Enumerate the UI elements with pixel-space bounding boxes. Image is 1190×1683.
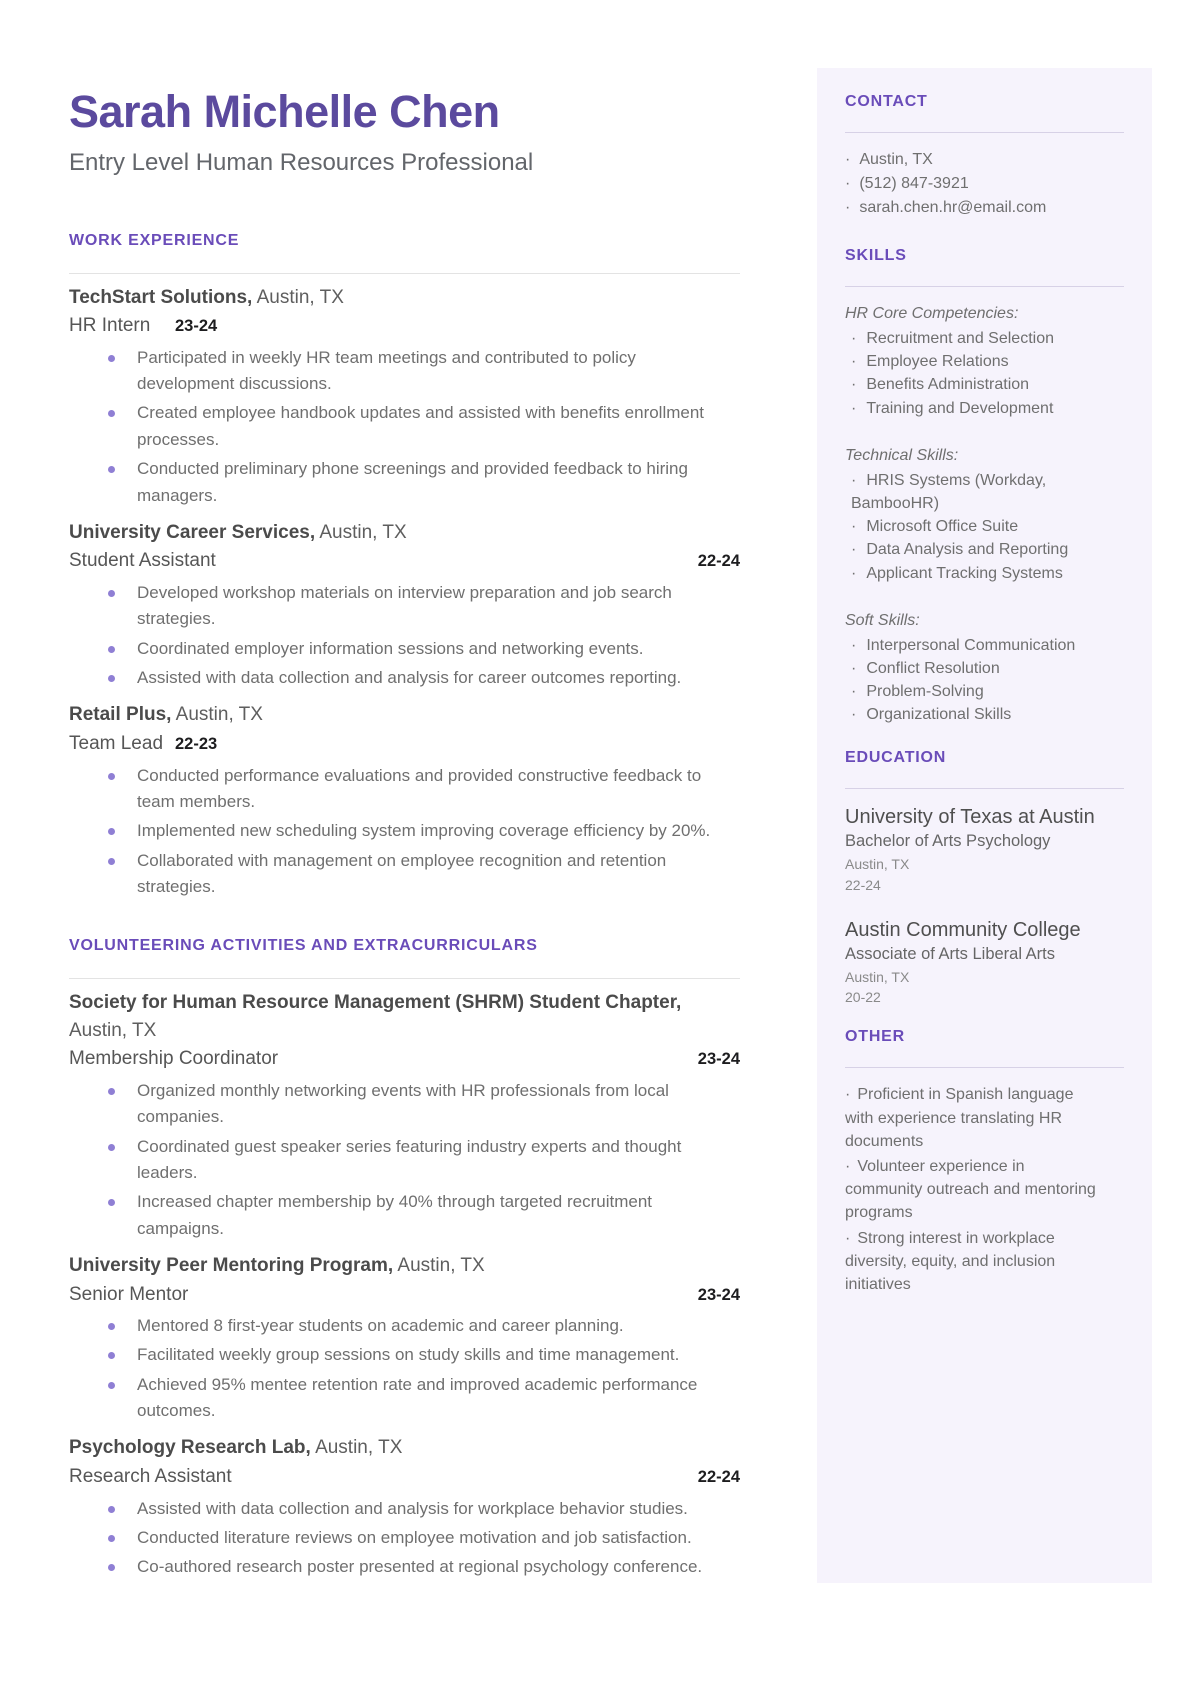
job-company-line <box>69 989 740 1044</box>
bullet-item: Assisted with data collection and analysis for workplace behavior studies. <box>69 1496 729 1522</box>
job-company: Psychology Research Lab, <box>69 1437 311 1459</box>
sidebar-list-item: · Volunteer experience in community outreach and mentoring programs <box>845 1155 1097 1225</box>
bullet-item: Mentored 8 first-year students on academic and career planning. <box>69 1313 729 1339</box>
sidebar-divider <box>845 788 1124 789</box>
sidebar-divider <box>845 132 1124 133</box>
sidebar-list-item: · Employee Relations <box>845 350 1097 373</box>
job-bullets <box>69 580 729 691</box>
bullet-item: Organized monthly networking events with HR professionals from local companies. <box>69 1078 729 1131</box>
sidebar-list-item: · Organizational Skills <box>845 703 1097 726</box>
bullet-item: Coordinated guest speaker series featuring industry experts and thought leaders. <box>69 1134 729 1187</box>
sidebar-list-item: · Data Analysis and Reporting <box>845 538 1097 561</box>
bullet-item: Increased chapter membership by 40% through targeted recruitment campaigns. <box>69 1189 729 1242</box>
bullet-item: Collaborated with management on employee recognition and retention strategies. <box>69 848 729 901</box>
job-title: Student Assistant <box>69 550 216 572</box>
job-entry <box>69 519 740 692</box>
job-title-row <box>69 1046 740 1073</box>
sidebar-list-item: · Interpersonal Communication <box>845 634 1097 657</box>
job-dates: 23-24 <box>175 317 218 336</box>
job-entry <box>69 284 740 509</box>
job-title-row <box>69 1464 740 1491</box>
sidebar-list-item: · Training and Development <box>845 397 1097 420</box>
bullet-item: Created employee handbook updates and assisted with benefits enrollment processes. <box>69 400 729 453</box>
skill-group-label: HR Core Competencies: <box>845 305 1019 322</box>
bullet-item: Facilitated weekly group sessions on study skills and time management. <box>69 1342 729 1368</box>
job-dates: 22-24 <box>697 1468 740 1487</box>
skill-group-items <box>845 327 1097 420</box>
job-dates: 22-23 <box>175 734 218 753</box>
job-location: Austin, TX <box>319 521 407 543</box>
job-title: Membership Coordinator <box>69 1048 279 1070</box>
job-bullets <box>69 1078 729 1242</box>
sidebar-skills-section <box>845 248 1124 726</box>
sidebar-list-item: · Proficient in Spanish language with experience translating HR documents <box>845 1083 1097 1153</box>
skill-group-items <box>845 469 1097 585</box>
sidebar-list-item: · Strong interest in workplace diversity, equity, and inclusion initiatives <box>845 1227 1097 1297</box>
bullet-item: Assisted with data collection and analysis for career outcomes reporting. <box>69 665 729 691</box>
job-company: Retail Plus, <box>69 704 172 726</box>
job-location: Austin, TX <box>315 1437 403 1459</box>
sidebar-divider <box>845 286 1124 287</box>
person-name: Sarah Michelle Chen <box>69 86 500 137</box>
school-name: University of Texas at Austin <box>845 806 1095 829</box>
volunteering-jobs <box>69 989 740 1580</box>
job-location: Austin, TX <box>397 1254 485 1276</box>
sidebar-list-item: · Problem-Solving <box>845 680 1097 703</box>
bullet-item: Coordinated employer information sessions and networking events. <box>69 636 729 662</box>
bullet-item: Participated in weekly HR team meetings and contributed to policy development discussions. <box>69 345 729 398</box>
main-column <box>69 0 740 1587</box>
bullet-item: Implemented new scheduling system improving coverage efficiency by 20%. <box>69 818 729 844</box>
job-title: Senior Mentor <box>69 1283 189 1305</box>
job-company-line <box>69 1434 740 1462</box>
section-volunteering <box>69 938 740 1580</box>
job-location: Austin, TX <box>256 286 344 308</box>
work-experience-heading: WORK EXPERIENCE <box>69 231 240 249</box>
contact-list <box>845 148 1124 220</box>
sidebar-other-section <box>845 1029 1124 1296</box>
skill-group-label: Soft Skills: <box>845 611 920 629</box>
sidebar-list-item: · (512) 847-3921 <box>845 172 1124 196</box>
other-list <box>845 1083 1097 1296</box>
bullet-item: Developed workshop materials on interview preparation and job search strategies. <box>69 580 729 633</box>
sidebar-list-item: · Recruitment and Selection <box>845 327 1097 350</box>
job-bullets <box>69 345 729 509</box>
degree-name: Bachelor of Arts Psychology <box>845 832 1051 851</box>
section-divider <box>69 978 740 979</box>
skills-groups <box>845 302 1124 726</box>
job-dates: 23-24 <box>697 1285 740 1304</box>
job-title-row <box>69 1282 740 1309</box>
sidebar-list-item: · Conflict Resolution <box>845 657 1097 680</box>
job-company: University Career Services, <box>69 521 316 543</box>
job-bullets <box>69 1496 729 1581</box>
bullet-item: Conducted preliminary phone screenings and provided feedback to hiring managers. <box>69 456 729 509</box>
education-heading: EDUCATION <box>845 749 947 767</box>
job-entry <box>69 1252 740 1425</box>
skill-group-label: Technical Skills: <box>845 446 959 464</box>
job-company-line <box>69 1252 740 1280</box>
job-dates: 22-24 <box>697 552 740 571</box>
job-entry <box>69 701 740 900</box>
sidebar-divider <box>845 1067 1124 1068</box>
job-title: HR Intern <box>69 315 151 337</box>
job-bullets <box>69 763 729 901</box>
school-dates: 22-24 <box>845 876 881 893</box>
sidebar-education-section <box>845 750 1124 1007</box>
job-title-row <box>69 731 740 758</box>
education-entry <box>845 804 1115 895</box>
sidebar-list-item: · Microsoft Office Suite <box>845 515 1097 538</box>
work-experience-jobs <box>69 284 740 901</box>
skill-group <box>845 444 1124 585</box>
person-headline: Entry Level Human Resources Professional <box>69 149 534 177</box>
job-company: Society for Human Resource Management (SHRM) Student Chapter, <box>69 992 682 1014</box>
other-heading: OTHER <box>845 1028 905 1046</box>
job-title: Team Lead <box>69 732 164 754</box>
job-company-line <box>69 519 740 547</box>
sidebar-list-item: · sarah.chen.hr@email.com <box>845 196 1124 220</box>
job-title-row <box>69 548 740 575</box>
section-divider <box>69 273 740 274</box>
sidebar-list-item: · HRIS Systems (Workday, BambooHR) <box>845 469 1097 515</box>
school-dates: 20-22 <box>845 989 881 1006</box>
education-entry <box>845 917 1115 1008</box>
bullet-item: Achieved 95% mentee retention rate and improved academic performance outcomes. <box>69 1372 729 1425</box>
job-company-line <box>69 701 740 729</box>
degree-name: Associate of Arts Liberal Arts <box>845 944 1056 963</box>
job-title-row <box>69 313 740 340</box>
job-company: University Peer Mentoring Program, <box>69 1254 394 1276</box>
school-location: Austin, TX <box>845 856 910 873</box>
contact-heading: CONTACT <box>845 93 928 110</box>
sidebar-list-item: · Austin, TX <box>845 148 1124 172</box>
sidebar-list-item: · Applicant Tracking Systems <box>845 562 1097 585</box>
sidebar-list-item: · Benefits Administration <box>845 373 1097 396</box>
sidebar-contact-section <box>845 94 1124 220</box>
skills-heading: SKILLS <box>845 247 907 264</box>
job-entry <box>69 1434 740 1580</box>
job-bullets <box>69 1313 729 1424</box>
job-location: Austin, TX <box>69 1019 157 1041</box>
sidebar-panel <box>817 68 1152 1583</box>
school-name: Austin Community College <box>845 918 1081 941</box>
job-title: Research Assistant <box>69 1466 232 1488</box>
bullet-item: Conducted performance evaluations and provided constructive feedback to team members. <box>69 763 729 816</box>
job-company: TechStart Solutions, <box>69 286 253 308</box>
job-location: Austin, TX <box>175 704 263 726</box>
education-entries <box>845 804 1124 1007</box>
volunteering-heading: VOLUNTEERING ACTIVITIES AND EXTRACURRICULARS <box>69 937 538 955</box>
bullet-item: Conducted literature reviews on employee motivation and job satisfaction. <box>69 1525 729 1551</box>
skill-group <box>845 302 1124 420</box>
section-work-experience <box>69 233 740 901</box>
job-company-line <box>69 284 740 312</box>
bullet-item: Co-authored research poster presented at regional psychology conference. <box>69 1554 729 1580</box>
job-entry <box>69 989 740 1242</box>
job-dates: 23-24 <box>697 1050 740 1069</box>
skill-group-items <box>845 634 1097 727</box>
skill-group <box>845 609 1124 727</box>
school-location: Austin, TX <box>845 968 910 985</box>
